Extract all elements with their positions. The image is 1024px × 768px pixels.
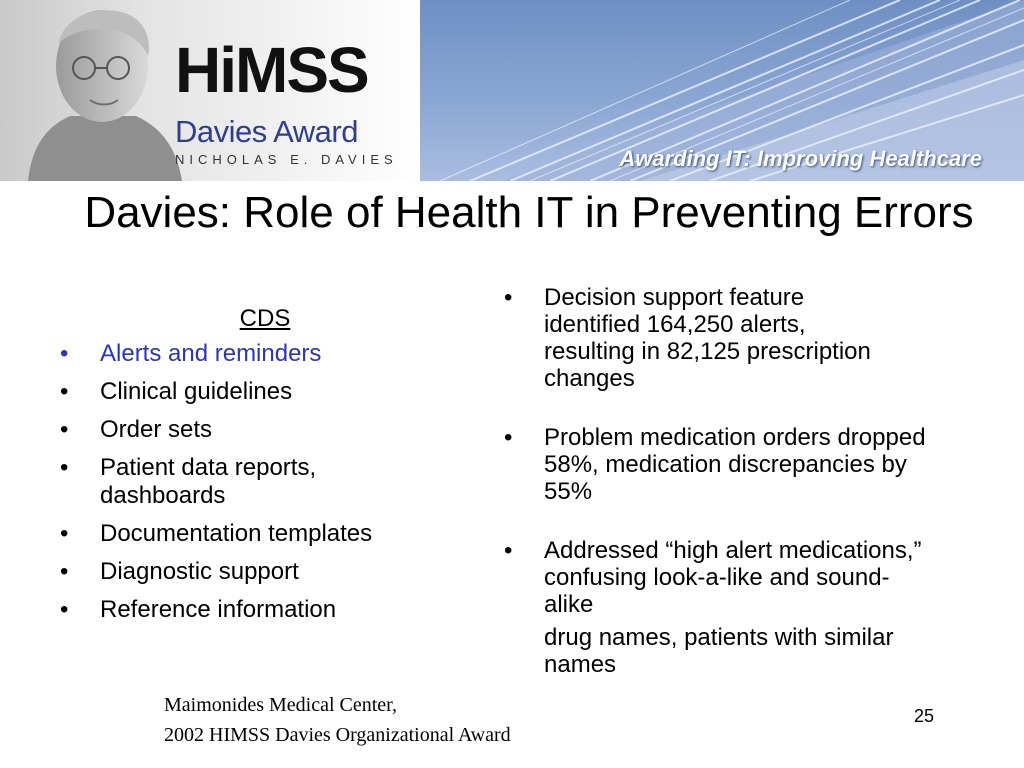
banner-tagline: Awarding IT: Improving Healthcare [619, 146, 982, 171]
bullet-icon: • [60, 454, 69, 481]
results-list [504, 284, 926, 678]
cds-heading: CDS [239, 305, 291, 332]
logo-name: NICHOLAS E. DAVIES [175, 152, 398, 167]
list-item-continuation: drug names, patients with similar names [544, 624, 894, 678]
bullet-icon: • [504, 537, 513, 564]
logo-award: Davies Award [175, 114, 358, 149]
bullet-icon: • [504, 424, 513, 451]
list-item: • Clinical guidelines [60, 378, 293, 405]
bullet-icon: • [60, 558, 69, 585]
cds-list [60, 340, 460, 624]
portrait-illustration [18, 4, 188, 181]
bullet-icon: • [60, 378, 69, 405]
footer-line-2: 2002 HIMSS Davies Organizational Award [164, 724, 511, 746]
list-item: • Problem medication orders dropped 58%, medication discrepancies by 55% [504, 424, 926, 505]
results-column [504, 284, 926, 710]
footer-credit [164, 690, 511, 750]
bullet-icon: • [60, 596, 69, 623]
list-item: • Decision support feature identified 164,250 alerts, resulting in 82,125 prescription changes [504, 284, 871, 392]
cds-column [60, 304, 460, 634]
bullet-icon: • [60, 520, 69, 547]
list-item: • Documentation templates [60, 520, 373, 547]
bullet-icon: • [504, 284, 513, 311]
list-item: • Alerts and reminders [60, 340, 322, 367]
logo-brand: HiMSS [175, 34, 368, 106]
list-item: • Order sets [60, 416, 213, 443]
himss-logo [175, 34, 398, 167]
list-item: • Addressed “high alert medications,” confusing look-a-like and sound-alike drug names, patients with similar names [504, 537, 929, 678]
list-item: • Reference information [60, 596, 337, 623]
page-number: 25 [914, 706, 935, 726]
bullet-icon: • [60, 416, 69, 443]
header-banner [0, 0, 1024, 181]
list-item: • Diagnostic support [60, 558, 299, 585]
bullet-icon: • [60, 340, 69, 367]
list-item: • Patient data reports, dashboards [60, 454, 317, 509]
slide-title: Davies: Role of Health IT in Preventing Errors [84, 188, 974, 237]
footer-line-1: Maimonides Medical Center, [164, 694, 398, 716]
